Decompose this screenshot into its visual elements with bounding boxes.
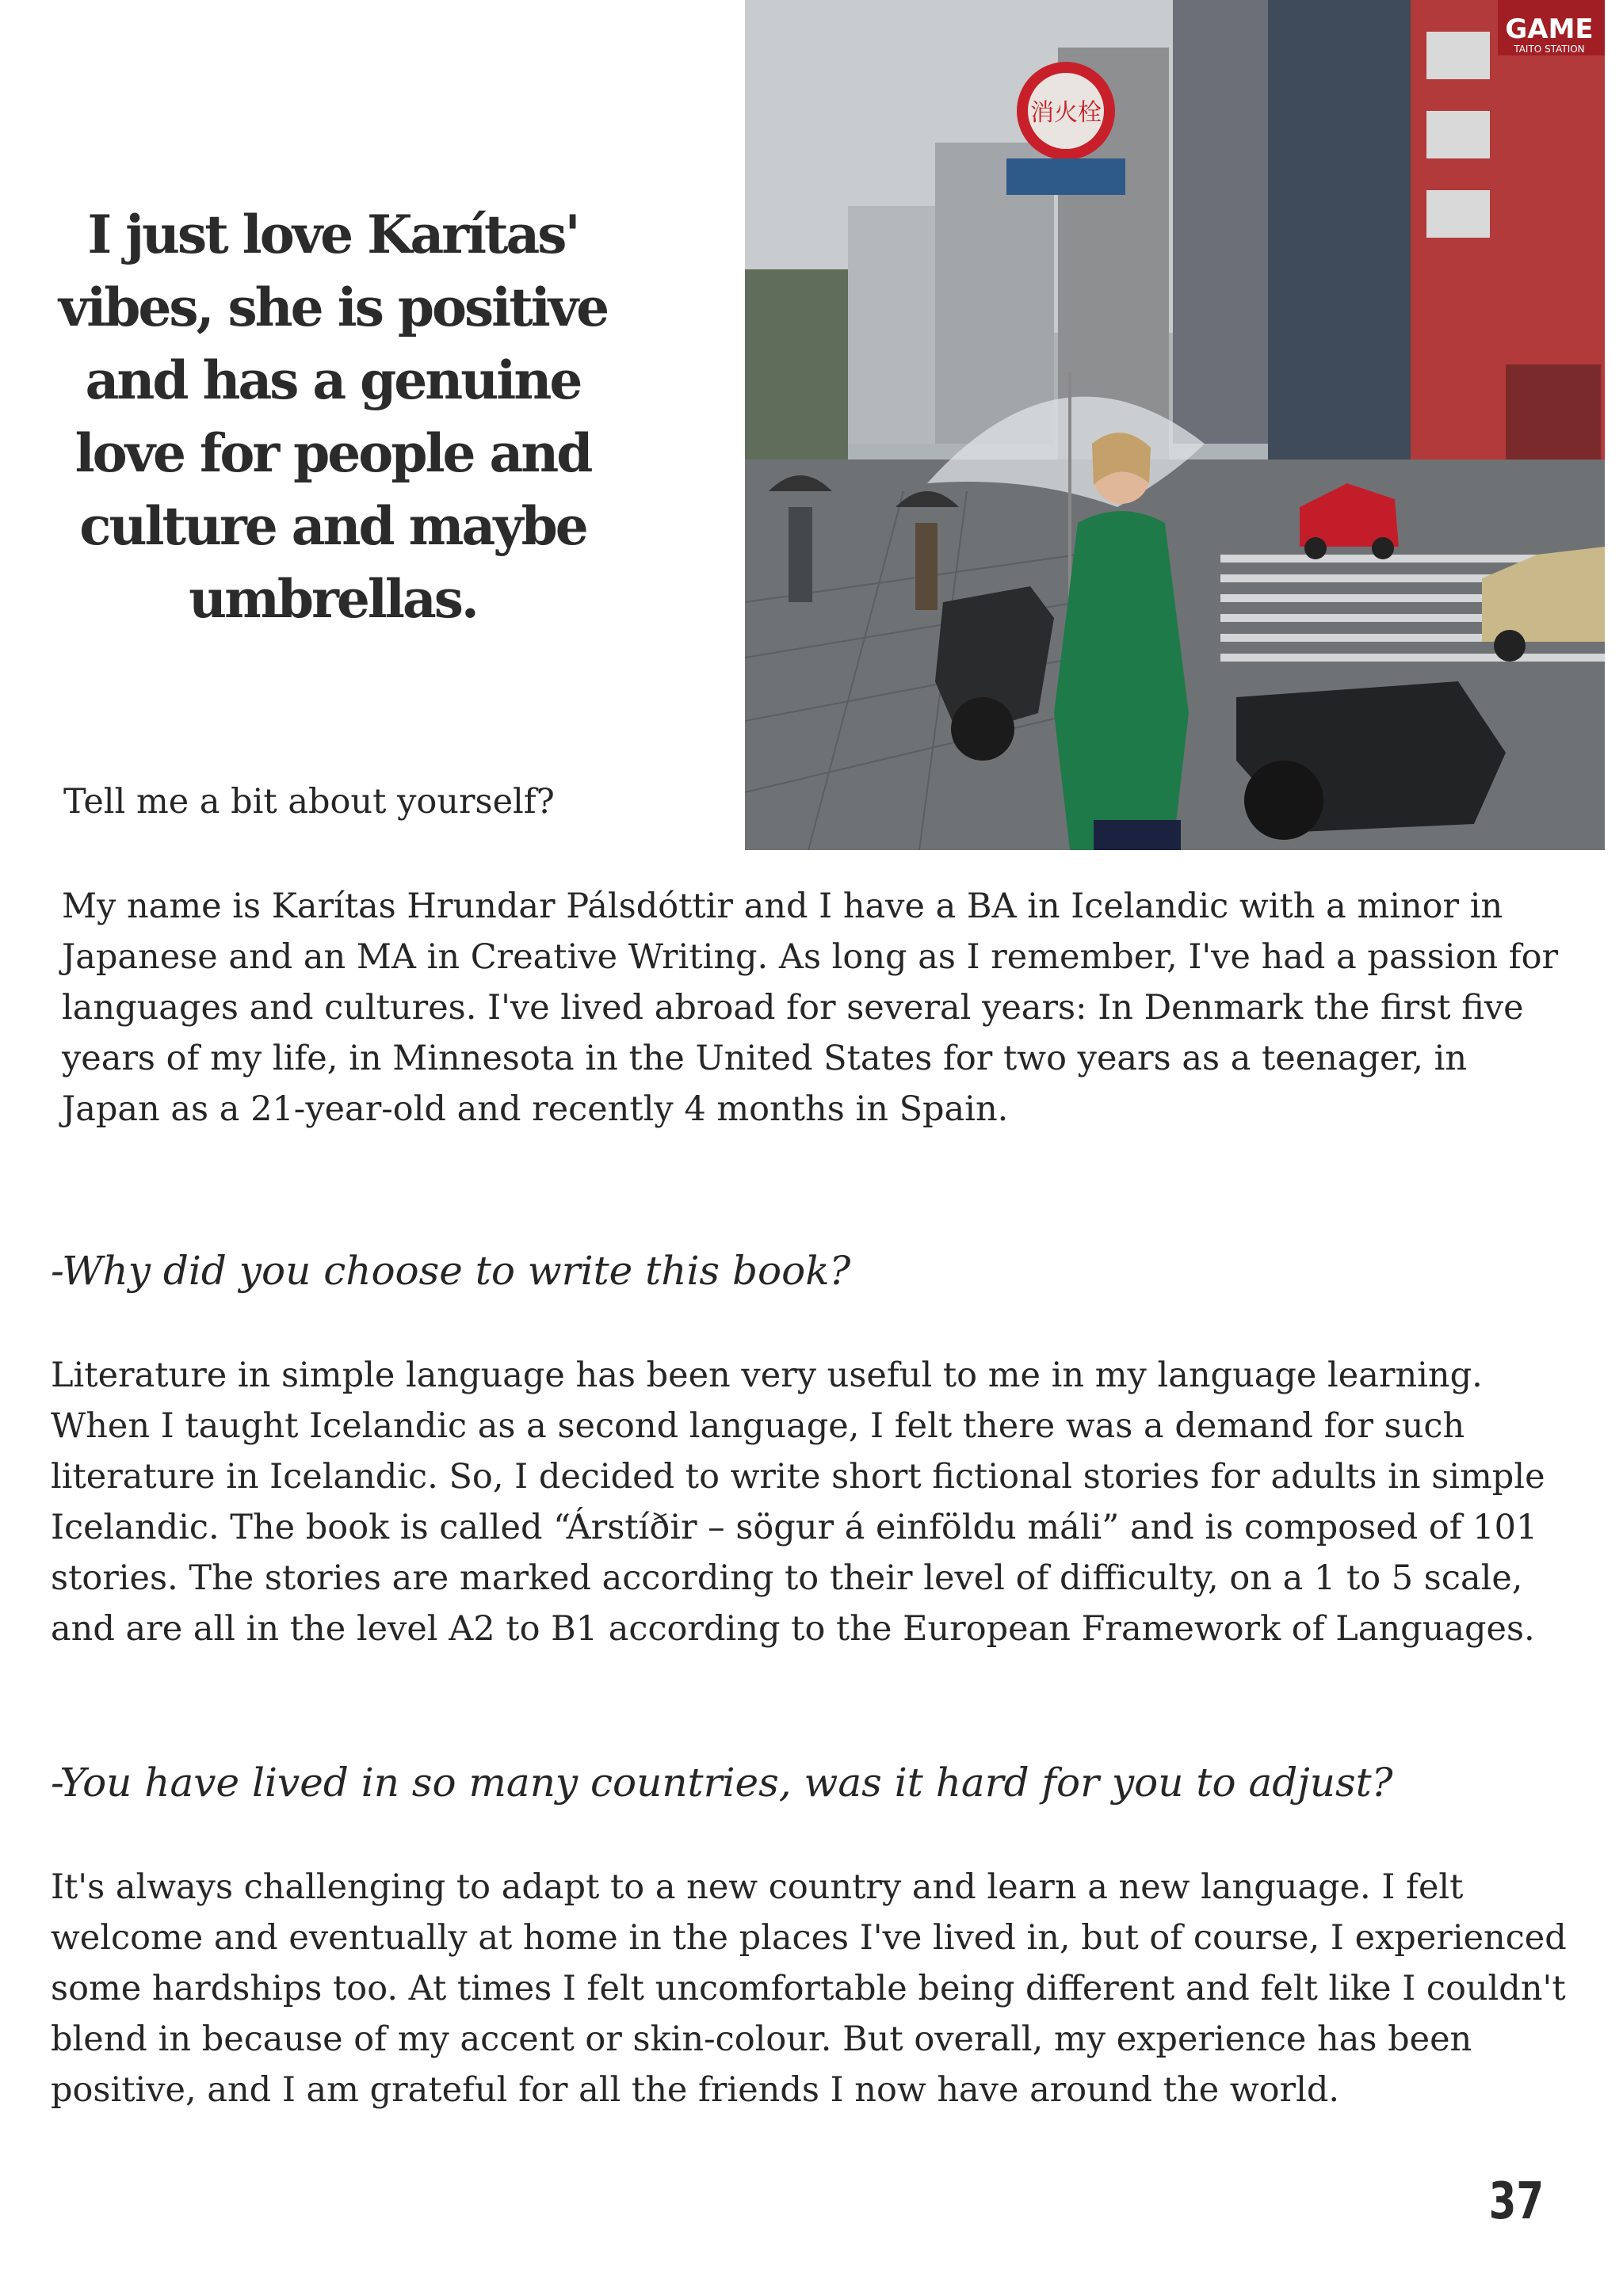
question-hard-to-adjust: -You have lived in so many countries, was it hard for you to adjust?	[51, 1760, 1393, 1806]
photo-sign-text: 消火栓	[1030, 99, 1102, 127]
photo-woman-with-umbrella-tokyo-street	[745, 0, 1605, 850]
question-why-write-book: -Why did you choose to write this book?	[51, 1248, 851, 1294]
photo-illustration	[745, 0, 1605, 850]
answer-about-yourself: My name is Karítas Hrundar Pálsdóttir and I have a BA in Icelandic with a minor in Japanese and an MA in Creative Writing. As long as I remember, I've had a passion for languages and cultures. I've lived abroad for several years: In Denmark the first five years of my life, in Minnesota in the United States for two years as a teenager, in Japan as a 21-year-old and recently 4 months in Spain.	[62, 887, 1559, 1129]
photo-billboard-subtext: TAITO STATION	[1514, 44, 1585, 55]
page-number: 37	[1488, 2172, 1544, 2231]
photo-billboard-text: GAME	[1505, 13, 1594, 45]
question-about-yourself: Tell me a bit about yourself?	[63, 782, 555, 822]
answer-hard-to-adjust: It's always challenging to adapt to a new country and learn a new language. I felt welcome and eventually at home in the places I've lived in, but of course, I experienced some hardships too. At times I felt uncomfortable being different and felt like I couldn't blend in because of my accent or skin-colour. But overall, my experience has been positive, and I am grateful for all the friends I now have around the world.	[51, 1867, 1567, 2110]
answer-why-write-book: Literature in simple language has been very useful to me in my language learning. When I taught Icelandic as a second language, I felt there was a demand for such literature in Icelandic. So, I decided to write short fictional stories for adults in simple Icelandic. The book is called “Árstíðir – sögur á einföldu máli” and is composed of 101 stories. The stories are marked according to their level of difficulty, on a 1 to 5 scale, and are all in the level A2 to B1 according to the European Framework of Languages.	[51, 1356, 1545, 1649]
pull-quote: I just love Karítas' vibes, she is positive and has a genuine love for people and culture and maybe umbrellas.	[58, 204, 608, 630]
